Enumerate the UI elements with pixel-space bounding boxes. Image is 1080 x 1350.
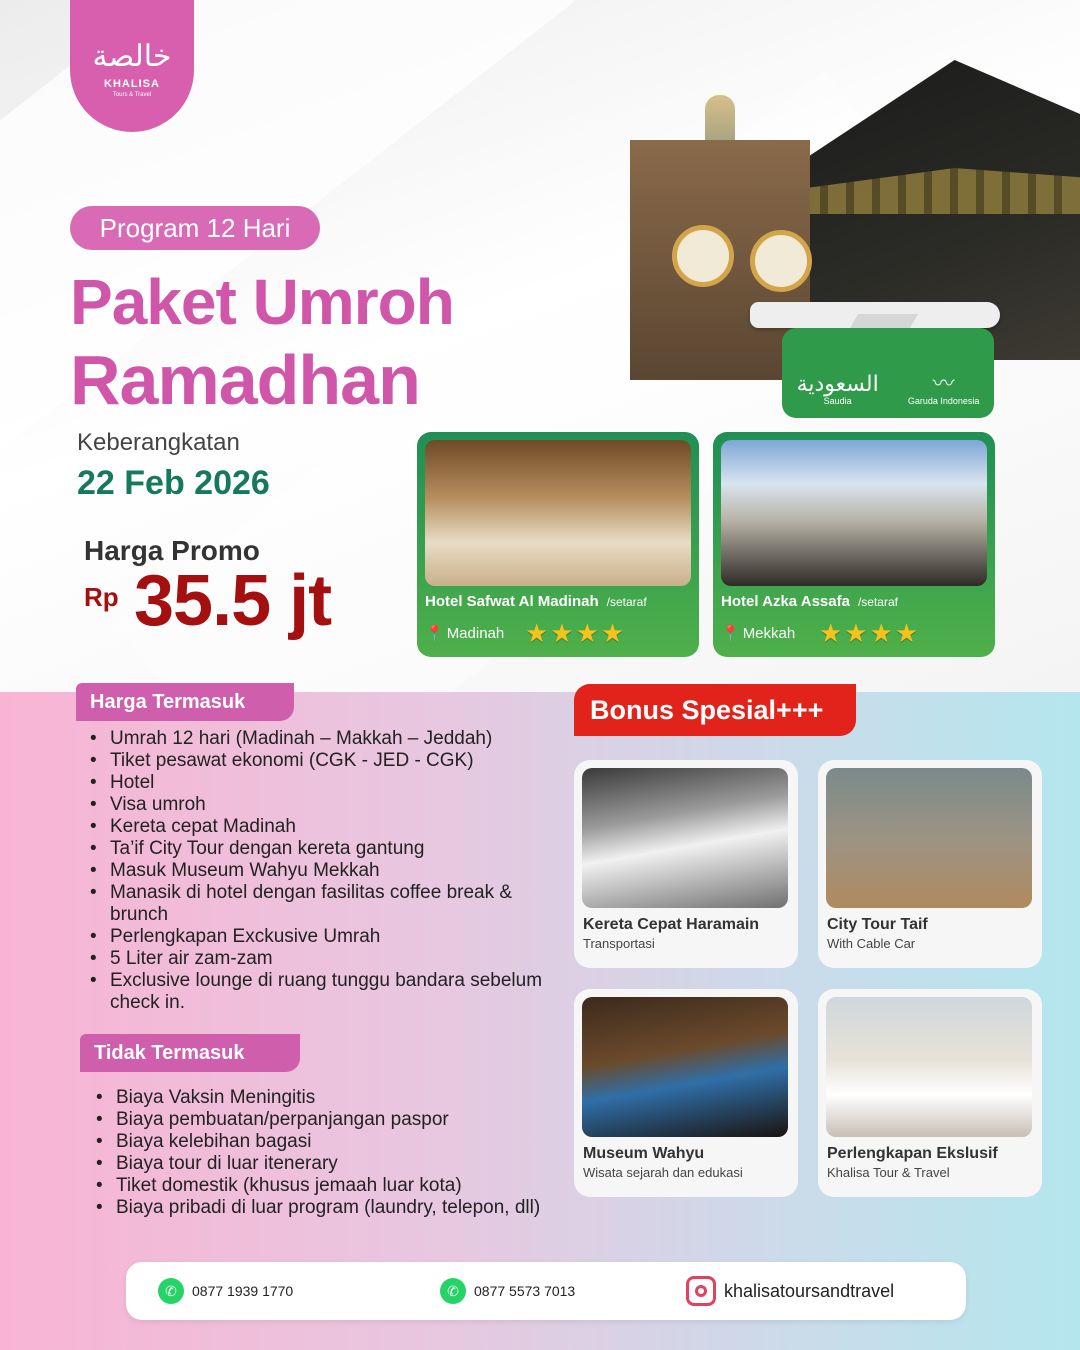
bonus-photo — [582, 997, 788, 1137]
hotel-city: Mekkah — [742, 624, 796, 642]
bonus-photo — [826, 768, 1032, 908]
bonus-title: Perlengkapan Ekslusif — [827, 1145, 998, 1162]
star-rating: ★★★★ — [819, 618, 921, 648]
instagram-handle: khalisatoursandtravel — [724, 1280, 895, 1301]
list-item: • Umrah 12 hari (Madinah – Makkah – Jeddah) — [86, 728, 556, 750]
list-item: • Biaya tour di luar itenerary — [92, 1153, 572, 1175]
instagram-icon — [686, 1276, 716, 1306]
hotel-photo — [721, 440, 987, 586]
bonus-card-taif — [818, 760, 1042, 968]
airplane-icon — [750, 292, 1000, 332]
excluded-heading: Tidak Termasuk — [80, 1034, 300, 1072]
contact-bar — [126, 1262, 966, 1320]
included-list — [86, 728, 556, 1014]
list-item: • Kereta cepat Madinah — [86, 816, 556, 838]
whatsapp-icon: ✆ — [158, 1278, 184, 1304]
phone-number: 0877 1939 1770 — [192, 1283, 294, 1299]
list-item: • Tiket pesawat ekonomi (CGK - JED - CGK) — [86, 750, 556, 772]
page-title-line1: Paket Umroh — [70, 266, 454, 338]
clock-face-icon — [750, 230, 812, 292]
departure-label: Keberangkatan — [77, 429, 240, 456]
hotel-tag: /setaraf — [606, 595, 647, 609]
hotel-city: Madinah — [446, 624, 505, 642]
bonus-subtitle: Khalisa Tour & Travel — [827, 1165, 950, 1180]
price-currency: Rp — [84, 582, 119, 612]
list-item: • Perlengkapan Exckusive Umrah — [86, 926, 556, 948]
bonus-subtitle: Wisata sejarah dan edukasi — [583, 1165, 743, 1180]
bonus-card-train — [574, 760, 798, 968]
list-item: • Exclusive lounge di ruang tunggu bandara sebelum check in. — [86, 970, 556, 1014]
page-title-line2: Ramadhan — [70, 341, 420, 419]
list-item: • Biaya pribadi di luar program (laundry, telepon, dll) — [92, 1197, 572, 1219]
airline-name: Saudia — [823, 396, 852, 406]
whatsapp-icon: ✆ — [440, 1278, 466, 1304]
garuda-logo-icon: 〰 — [932, 370, 955, 396]
brand-subtitle: Tours & Travel — [112, 92, 152, 98]
hotel-card-mekkah — [713, 432, 995, 657]
list-item: • Manasik di hotel dengan fasilitas coffee break & brunch — [86, 882, 556, 926]
hotel-card-madinah — [417, 432, 699, 657]
bonus-title: Museum Wahyu — [583, 1145, 705, 1162]
hotel-name: Hotel Azka Assafa /setaraf — [721, 593, 898, 610]
bonus-photo — [582, 768, 788, 908]
included-heading: Harga Termasuk — [76, 683, 294, 721]
list-item: • Biaya pembuatan/perpanjangan paspor — [92, 1109, 572, 1131]
bonus-heading: Bonus Spesial+++ — [574, 684, 856, 736]
instagram-contact[interactable] — [686, 1262, 894, 1320]
bonus-card-equipment — [818, 989, 1042, 1197]
list-item: • Biaya kelebihan bagasi — [92, 1131, 572, 1153]
phone-number: 0877 5573 7013 — [474, 1283, 576, 1299]
bonus-title: City Tour Taif — [827, 916, 928, 933]
brand-logo-mark: خالصة — [92, 39, 172, 74]
bonus-subtitle: With Cable Car — [827, 936, 916, 951]
hotel-location — [721, 624, 795, 642]
saudia-logo-icon: السعودية — [796, 370, 879, 396]
location-pin-icon: 📍 — [425, 625, 444, 642]
hotel-name: Hotel Safwat Al Madinah /setaraf — [425, 593, 647, 610]
bonus-photo — [826, 997, 1032, 1137]
whatsapp-contact-1[interactable] — [158, 1262, 293, 1320]
program-duration-badge: Program 12 Hari — [70, 206, 320, 250]
brand-name: KHALISA — [104, 78, 160, 90]
airline-name: Garuda Indonesia — [907, 396, 980, 406]
airline-logos — [782, 328, 994, 418]
clock-face-icon — [672, 225, 734, 287]
list-item: • 5 Liter air zam-zam — [86, 948, 556, 970]
bonus-card-museum — [574, 989, 798, 1197]
whatsapp-contact-2[interactable] — [440, 1262, 575, 1320]
list-item: • Visa umroh — [86, 794, 556, 816]
hotel-photo — [425, 440, 691, 586]
price-amount: 35.5 jt — [134, 561, 332, 641]
list-item: • Biaya Vaksin Meningitis — [92, 1087, 572, 1109]
list-item: • Ta’if City Tour dengan kereta gantung — [86, 838, 556, 860]
bonus-subtitle: Transportasi — [583, 936, 655, 951]
list-item: • Tiket domestik (khusus jemaah luar kota) — [92, 1175, 572, 1197]
location-pin-icon: 📍 — [721, 625, 740, 642]
departure-date: 22 Feb 2026 — [77, 464, 270, 502]
airline-garuda — [908, 372, 980, 406]
star-rating: ★★★★ — [525, 618, 627, 648]
list-item: • Hotel — [86, 772, 556, 794]
bonus-title: Kereta Cepat Haramain — [583, 916, 760, 933]
list-item: • Masuk Museum Wahyu Mekkah — [86, 860, 556, 882]
hotel-location — [425, 624, 504, 642]
brand-logo — [70, 0, 194, 132]
promo-price-label: Harga Promo — [84, 535, 260, 566]
airline-saudia — [797, 372, 879, 406]
hotel-tag: /setaraf — [857, 595, 898, 609]
excluded-list — [92, 1087, 572, 1219]
